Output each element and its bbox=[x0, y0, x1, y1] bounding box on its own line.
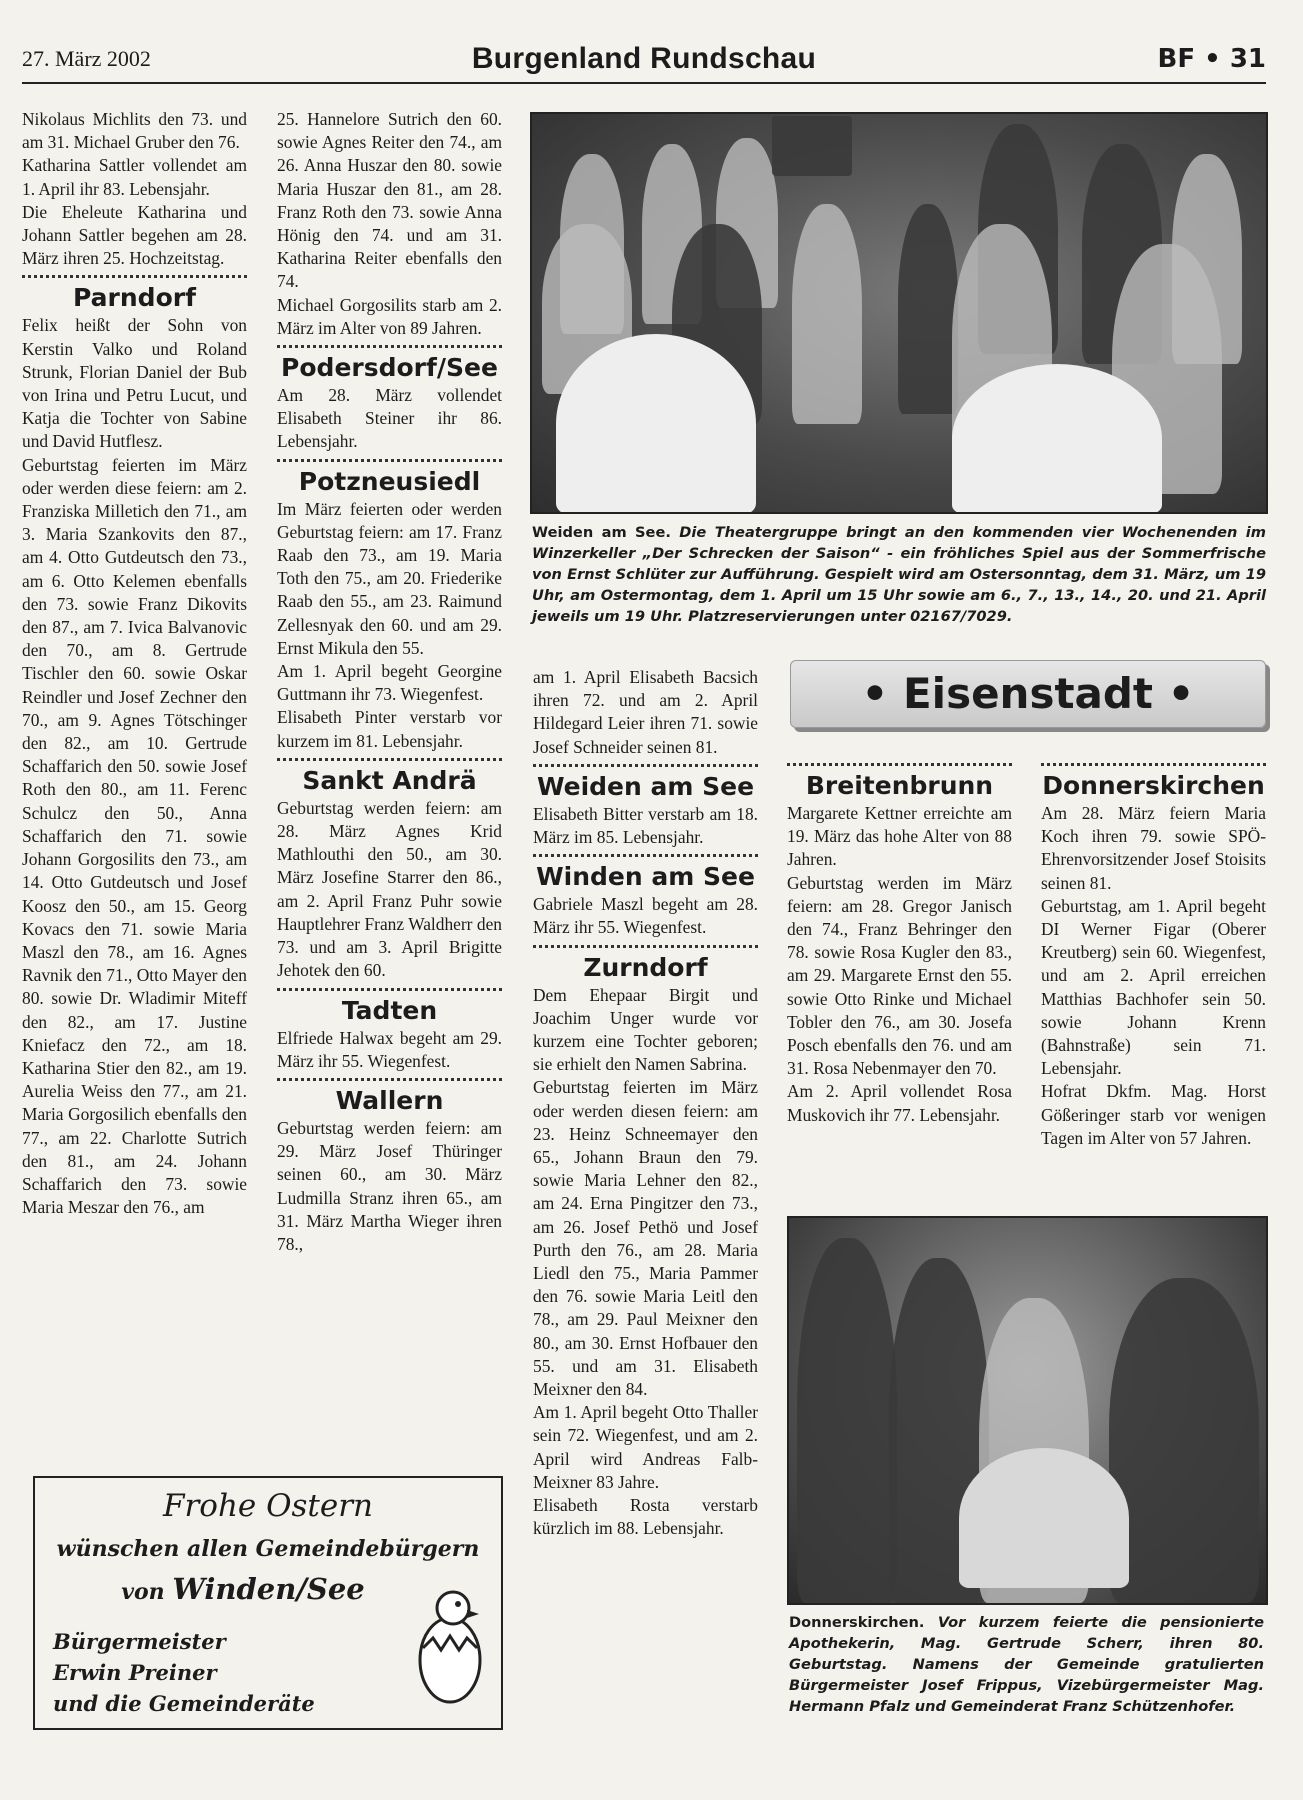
article-text: Am 28. März vollendet Elisabeth Steiner ihr 86. Lebensjahr. bbox=[277, 385, 502, 452]
banner-label: • Eisenstadt • bbox=[861, 669, 1195, 718]
article-text: Im März feierten oder werden Geburtstag feiern: am 17. Franz Raab den 73., am 19. Maria Toth den 75., am 20. Friederike Raab den 55., am 23. Raimund Zellesnyak den 60. und am 29. Ernst Mikula den 55. bbox=[277, 498, 502, 658]
article-text: Am 2. April vollendet Rosa Muskovich ihr 77. Lebensjahr. bbox=[787, 1081, 1012, 1125]
section-heading-sankt-andrae: Sankt Andrä bbox=[302, 765, 477, 795]
section-heading-weiden: Weiden am See bbox=[536, 771, 755, 801]
easter-greeting-ad bbox=[33, 1476, 503, 1730]
dotted-divider bbox=[533, 945, 758, 948]
article-text: Elisabeth Rosta verstarb kürzlich im 88. Lebensjahr. bbox=[533, 1495, 758, 1539]
page-number: BF • 31 bbox=[1157, 44, 1266, 74]
article-text: Nikolaus Michlits den 73. und am 31. Michael Gruber den 76. bbox=[22, 109, 247, 153]
article-text: Felix heißt der Sohn von Kerstin Valko und Roland Strunk, Florian Daniel der Bub von Irina und Petru Lucut, und Katja die Tochter von Sabine und David Hutflesz. bbox=[22, 315, 247, 452]
column-5 bbox=[1041, 758, 1266, 1150]
ad-signature-line: Erwin Preiner bbox=[53, 1660, 217, 1685]
column-3 bbox=[533, 666, 758, 1541]
page-header bbox=[22, 40, 1266, 84]
dotted-divider bbox=[277, 758, 502, 761]
caption-lead: Donnerskirchen. bbox=[789, 1614, 925, 1631]
ad-signature-line: und die Gemeinderäte bbox=[53, 1691, 315, 1716]
easter-chick-icon bbox=[413, 1578, 487, 1710]
photo-caption bbox=[532, 522, 1266, 627]
article-text: Gabriele Maszl begeht am 28. März ihr 55. Wiegenfest. bbox=[533, 894, 758, 938]
article-text: Elfriede Halwax begeht am 29. März ihr 55. Wiegenfest. bbox=[277, 1027, 502, 1071]
section-heading-breitenbrunn: Breitenbrunn bbox=[805, 771, 994, 800]
dotted-divider bbox=[787, 763, 1012, 766]
ad-signature bbox=[53, 1626, 315, 1719]
ad-place: Winden/See bbox=[172, 1572, 365, 1606]
article-text: 25. Hannelore Sutrich den 60. sowie Agnes Reiter den 74., am 26. Anna Huszar den 80. sowie Maria Huszar den 81., am 28. Franz Roth den 73. sowie Anna Hönig den 74. und am 31. Katharina Reiter ebenfalls den 74. bbox=[277, 109, 502, 292]
photo-caption bbox=[789, 1612, 1264, 1717]
article-text: Die Eheleute Katharina und Johann Sattler begehen am 28. März ihren 25. Hochzeitstag. bbox=[22, 201, 247, 269]
column-1 bbox=[22, 108, 247, 1219]
dotted-divider bbox=[22, 275, 247, 278]
article-text: Geburtstag feierten im März oder werden diese feiern: am 2. Franziska Milletich den 71., am 3. Maria Szankovits den 87., am 4. Otto Gutdeutsch den 73., am 6. Otto Kelemen ebenfalls den 73. sowie Franz Dikovits den 87., am 7. Ivica Balvanovic den 70., am 8. Gertrude Tischler den 60. sowie Oskar Reindler und Josef Zechner den 70., am 9. Agnes Tötschinger den 82., am 10. Gertrude Schaffarich den 50. sowie Josef Roth den 80., am 11. Ferenc Schulcz den 50., Anna Schaffarich den 71. sowie Johann Gorgosilits den 73., am 14. Otto Gutdeutsch und Josef Koosz den 50., am 15. Georg Kovacs den 71. sowie Maria Maszl den 78., am 16. Agnes Ravnik den 71., Otto Mayer den 80. sowie Dr. Wladimir Miteff den 82., am 17. Justine Kniefacz den 72., am 18. Katharina Stier den 82., am 19. Aurelia Weiss den 77., am 21. Maria Gorgosilich ebenfalls den 77., am 22. Charlotte Sutrich den 81., am 24. Johann Schaffarich den 73. sowie Maria Meszar den 76., am bbox=[22, 454, 247, 1218]
caption-text: Die Theatergruppe bringt an den kommenden vier Wochenenden im Winzerkeller „Der Schrecken der Saison“ - ein fröhliches Spiel aus der Sommerfrische von Ernst Schlüter zur Aufführung. Gespielt wird am Ostersonntag, dem 31. März, um 19 Uhr, am Ostermontag, dem 1. April um 15 Uhr sowie am 6., 7., 13., 14., 20. und 21. April jeweils um 19 Uhr. Platzreservierungen unter 02167/7029. bbox=[532, 524, 1266, 625]
section-heading-winden: Winden am See bbox=[536, 862, 755, 892]
birthday-photo bbox=[787, 1216, 1268, 1605]
section-heading-tadten: Tadten bbox=[341, 995, 438, 1025]
article-text: Am 1. April begeht Georgine Guttmann ihr 73. Wiegenfest. bbox=[277, 661, 502, 705]
newspaper-title: Burgenland Rundschau bbox=[471, 42, 817, 75]
caption-text: Vor kurzem feierte die pensionierte Apothekerin, Mag. Gertrude Scherr, ihren 80. Geburtstag. Namens der Gemeinde gratulierten Bürgermeister Josef Frippus, Vizebürgermeister Mag. Hermann Pfalz und Gemeinderat Franz Schützenhofer. bbox=[789, 1614, 1264, 1715]
section-heading-podersdorf: Podersdorf/See bbox=[281, 353, 498, 383]
ad-line-prefix: von bbox=[121, 1579, 165, 1605]
section-heading-zurndorf: Zurndorf bbox=[583, 952, 708, 982]
article-text: Geburtstag werden feiern: am 29. März Josef Thüringer seinen 60., am 30. März Ludmilla Stranz ihren 65., am 31. März Martha Wieger ihren 78., bbox=[277, 1117, 502, 1254]
article-text: Elisabeth Pinter verstarb vor kurzem im 81. Lebensjahr. bbox=[277, 707, 502, 751]
dotted-divider bbox=[277, 988, 502, 991]
article-text: Am 1. April begeht Otto Thaller sein 72. Wiegenfest, und am 2. April wird Andreas Falb-Meixner 83 Jahre. bbox=[533, 1402, 758, 1492]
section-heading-potzneusiedl: Potzneusiedl bbox=[298, 466, 481, 496]
dotted-divider bbox=[277, 345, 502, 348]
theatre-group-photo bbox=[530, 112, 1268, 514]
article-text: Margarete Kettner erreichte am 19. März das hohe Alter von 88 Jahren. bbox=[787, 803, 1012, 870]
article-text: Am 28. März feiern Maria Koch ihren 79. sowie SPÖ-Ehrenvorsitzender Josef Stoisits seinen 81. bbox=[1041, 803, 1266, 893]
ad-signature-line: Bürgermeister bbox=[53, 1629, 226, 1654]
section-heading-parndorf: Parndorf bbox=[73, 283, 196, 313]
article-text: Elisabeth Bitter verstarb am 18. März im 85. Lebensjahr. bbox=[533, 803, 758, 848]
dotted-divider bbox=[1041, 763, 1266, 766]
article-text: Geburtstag feierten im März oder werden diesen feiern: am 23. Heinz Schneemayer den 65., Johann Braun den 79. sowie Maria Lehner den 82., am 24. Erna Pingitzer den 73., am 26. Josef Pethö und Josef Purth den 76., am 28. Maria Liedl den 75., Maria Pammer den 76. sowie Maria Leitl den 78., am 29. Paul Meixner den 80., am 30. Ernst Hofbauer den 55. und am 31. Elisabeth Meixner den 84. bbox=[533, 1077, 758, 1400]
article-text: Dem Ehepaar Birgit und Joachim Unger wurde vor kurzem eine Tochter geboren; sie erhielt den Namen Sabrina. bbox=[533, 984, 758, 1075]
article-text: am 1. April Elisabeth Bacsich ihren 72. und am 2. April Hildegard Leier ihren 71. sowie Josef Schneider seinen 81. bbox=[533, 667, 758, 757]
column-4 bbox=[787, 758, 1012, 1127]
article-text: Geburtstag werden feiern: am 28. März Agnes Krid Mathlouthi den 50., am 30. März Josefine Starrer den 86., am 2. April Franz Puhr sowie Hauptlehrer Franz Waldherr den 73. und am 3. April Brigitte Jehotek den 60. bbox=[277, 797, 502, 981]
caption-lead: Weiden am See. bbox=[532, 524, 671, 541]
section-heading-donnerskirchen: Donnerskirchen bbox=[1042, 771, 1265, 800]
article-text: Katharina Sattler vollendet am 1. April ihr 83. Lebensjahr. bbox=[22, 155, 247, 199]
dotted-divider bbox=[533, 764, 758, 767]
section-heading-wallern: Wallern bbox=[335, 1085, 444, 1115]
district-banner bbox=[790, 660, 1266, 728]
dotted-divider bbox=[277, 459, 502, 462]
ad-line: wünschen allen Gemeindebürgern bbox=[56, 1536, 480, 1562]
issue-date: 27. März 2002 bbox=[22, 46, 151, 71]
article-text: Michael Gorgosilits starb am 2. März im Alter von 89 Jahren. bbox=[277, 294, 502, 338]
article-text: Geburtstag werden im März feiern: am 28. Gregor Janisch den 74., Franz Behringer den 78. sowie Rosa Kugler den 83., am 29. Margarete Ernst den 55. sowie Otto Rinke und Michael Tobler den 76., am 30. Josefa Posch ebenfalls den 76. und am 31. Rosa Nebenmayer den 70. bbox=[787, 872, 1012, 1079]
article-text: Geburtstag, am 1. April begeht DI Werner Figar (Oberer Kreutberg) sein 60. Wiegenfest, und am 2. April erreichen Matthias Bachhofer sein 50. sowie Johann Krenn (Bahnstraße) sein 71. Lebensjahr. bbox=[1041, 895, 1266, 1079]
dotted-divider bbox=[533, 854, 758, 857]
column-2 bbox=[277, 108, 502, 1256]
ad-line bbox=[35, 1572, 451, 1606]
dotted-divider bbox=[277, 1078, 502, 1081]
ad-title: Frohe Ostern bbox=[162, 1488, 374, 1524]
article-text: Hofrat Dkfm. Mag. Horst Gößeringer starb vor wenigen Tagen im Alter von 57 Jahren. bbox=[1041, 1081, 1266, 1148]
